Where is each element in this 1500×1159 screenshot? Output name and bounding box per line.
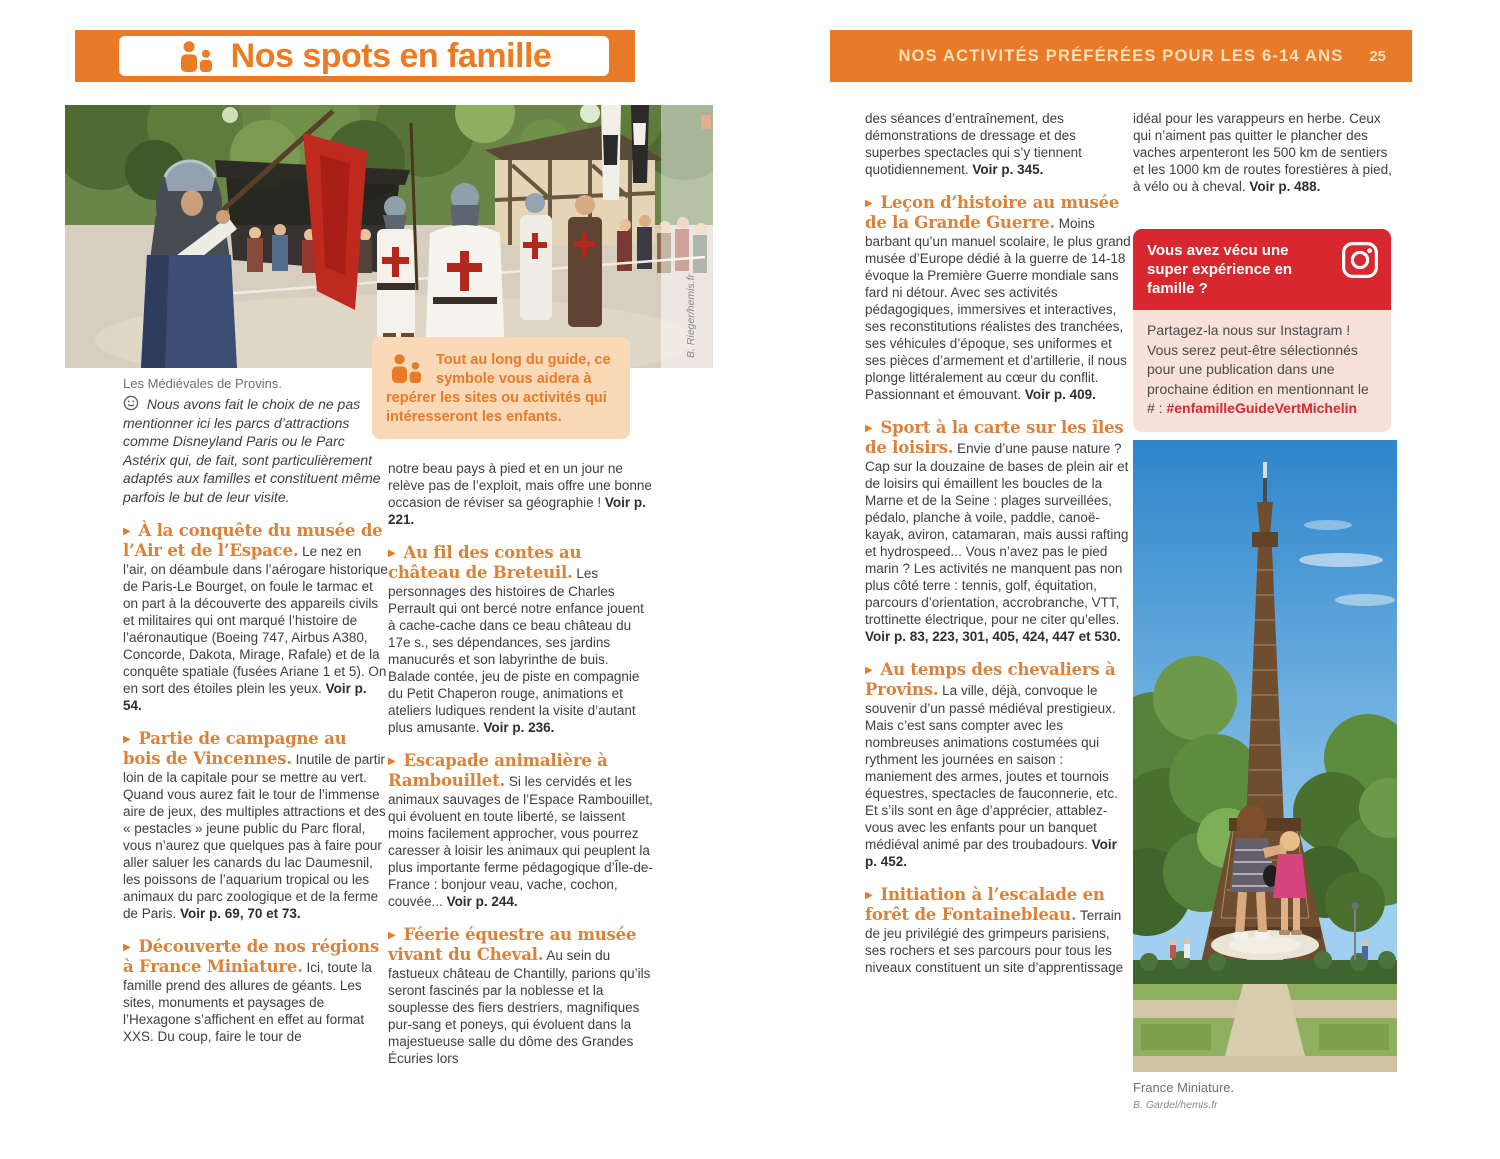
page-number: 25 [1369, 47, 1386, 65]
medieval-photo-credit: B. Rieger/hemis.fr [685, 273, 697, 358]
instagram-box-header [1133, 229, 1391, 310]
section-body: Au sein du fastueux château de Chantilly, parions qu’ils seront fascinés par la noblesse et la souplesse des fiers destriers, magnifiques pur-sang et poneys, qui évoluent dans la majestueuse salle du dôme des Grandes Écuries lors [388, 948, 651, 1066]
see-page-ref: Voir p. 69, 70 et 73. [180, 906, 301, 921]
continuation-paragraph [1133, 110, 1401, 195]
bullet-arrow-icon: ▶ [123, 734, 131, 745]
section-rambouillet [388, 751, 654, 910]
left-column-2 [388, 460, 654, 1082]
section-chevaliers-provins [865, 660, 1131, 870]
section-bois-vincennes [123, 729, 389, 922]
see-page-ref: Voir p. 54. [123, 681, 367, 713]
see-page-ref: Voir p. 244. [446, 894, 518, 909]
section-body: Moins barbant qu’un manuel scolaire, le plus grand musée d’Europe dédié à la guerre de 14-18 évoque la Première Guerre mondiale sans fard ni détour. Avec ses activités pédagogiques, immersives et interactives, ses reconstitutions réalistes des tranchées, ses véhicules d’époque, ses uniformes et ses pièces d’armement et d’artillerie, il nous plonge littéralement au cœur du conflit. Passionnant et émouvant. [865, 216, 1131, 402]
left-column-1 [123, 395, 389, 1060]
section-heading: Initiation à l’escalade en forêt de Fontainebleau. [865, 885, 1105, 924]
section-chateau-breteuil [388, 543, 654, 736]
instagram-header-text: Vous avez vécu une super expérience en famille ? [1147, 242, 1293, 297]
continuation-paragraph [865, 110, 1131, 178]
see-page-ref: Voir p. 488. [1249, 179, 1321, 194]
left-page-title: Nos spots en famille [230, 36, 552, 75]
bullet-arrow-icon: ▶ [123, 526, 131, 537]
right-column-1 [865, 110, 1131, 991]
callout-text: Tout au long du guide, ce symbole vous aidera à repérer les sites ou activités qui intéresseront les enfants. [386, 352, 611, 425]
bullet-arrow-icon: ▶ [388, 756, 396, 767]
medieval-festival-illustration [65, 105, 713, 368]
mini-eiffel-tower-illustration [1133, 440, 1397, 1072]
smiley-icon [123, 395, 139, 411]
family-icon [388, 353, 426, 383]
intro-text: Nous avons fait le choix de ne pas mentionner ici les parcs d’attractions comme Disneyland Paris ou le Parc Astérix qui, de fait, sont particulièrement adaptés aux familles et constituent même parfois le but de leur visite. [123, 396, 381, 505]
instagram-box-body [1133, 310, 1391, 432]
section-musee-air-espace [123, 521, 389, 714]
france-miniature-photo [1133, 440, 1397, 1072]
section-france-miniature [123, 937, 389, 1045]
continuation-paragraph [388, 460, 654, 528]
medieval-photo-caption: Les Médiévales de Provins. [123, 376, 282, 391]
guide-symbol-callout [372, 337, 630, 439]
instagram-body-text: Partagez-la nous sur Instagram ! Vous serez peut-être sélectionnés pour une publication dans une prochaine édition en mentionnant le # : [1147, 322, 1369, 416]
section-heading: Féerie équestre au musée vivant du Cheval. [388, 925, 637, 964]
section-escalade-fontainebleau [865, 885, 1131, 976]
right-column-2 [1133, 110, 1401, 1114]
section-musee-cheval [388, 925, 654, 1067]
section-heading: Découverte de nos régions à France Miniature. [123, 937, 380, 976]
medieval-festival-photo [65, 105, 713, 368]
right-page-title: NOS ACTIVITÉS PRÉFÉRÉES POUR LES 6-14 ANS [898, 46, 1344, 65]
see-page-ref: Voir p. 452. [865, 837, 1117, 869]
section-body: Le nez en l’air, on déambule dans l’aérogare historique de Paris-Le Bourget, on foule le tarmac et on part à la découverte des appareils civils et militaires qui ont marqué l’histoire de l’aéronautique (Boeing 747, Airbus A380, Concorde, Dakota, Mirage, Rafale) et de la conquête spatiale (fusées Ariane 1 et 5). On en sort des étoiles plein les yeux. [123, 544, 388, 696]
instagram-callout-box [1133, 229, 1391, 432]
see-page-ref: Voir p. 236. [483, 720, 555, 735]
bullet-arrow-icon: ▶ [865, 665, 873, 676]
family-icon [177, 40, 217, 72]
section-heading: Partie de campagne au bois de Vincennes. [123, 729, 347, 768]
section-body: Les personnages des histoires de Charles Perrault qui ont bercé notre enfance jouent à cache-cache dans ce beau château du 17e s., ses dépendances, ses jardins manucurés et son labyrinthe de buis. Balade contée, jeu de piste en compagnie du Petit Chaperon rouge, animations et ateliers ludiques rendent la visite d’autant plus amusante. [388, 566, 644, 735]
section-heading: Escapade animalière à Rambouillet. [388, 751, 608, 790]
right-page-header-band [830, 30, 1412, 82]
instagram-hashtag: #enfamilleGuideVertMichelin [1166, 400, 1358, 416]
section-musee-grande-guerre [865, 193, 1131, 403]
section-body: Ici, toute la famille prend des allures de géants. Les sites, monuments et paysages de l’Hexagone s’affichent en effet au format XXS. Du coup, faire le tour de [123, 960, 372, 1044]
section-heading: Au fil des contes au château de Breteuil. [388, 543, 582, 582]
bullet-arrow-icon: ▶ [388, 548, 396, 559]
bullet-arrow-icon: ▶ [123, 942, 131, 953]
bullet-arrow-icon: ▶ [865, 198, 873, 209]
see-page-ref: Voir p. 345. [972, 162, 1044, 177]
see-page-ref: Voir p. 409. [1024, 387, 1096, 402]
bullet-arrow-icon: ▶ [865, 890, 873, 901]
section-heading: Au temps des chevaliers à Provins. [865, 660, 1116, 699]
left-page-header-band [75, 30, 635, 82]
continuation-body: des séances d’entraînement, des démonstrations de dressage et des superbes spectacles qui s’y tiennent quotidiennement. [865, 111, 1082, 177]
instagram-icon [1341, 241, 1379, 279]
section-body: Inutile de partir loin de la capitale pour se mettre au vert. Quand vous aurez fait le tour de l’immense aire de jeux, des multiples attractions et des « pestacles » jeune public du Parc floral, vous n’aurez que quelques pas à faire pour aller saluer les canards du lac Daumesnil, les poissons de l’aquarium tropical ou les animaux du parc zoologique et de la ferme de Paris. [123, 752, 386, 921]
bullet-arrow-icon: ▶ [388, 930, 396, 941]
bullet-arrow-icon: ▶ [865, 423, 873, 434]
eiffel-photo-credit: B. Gardel/hemis.fr [1133, 1098, 1218, 1111]
see-page-ref: Voir p. 221. [388, 495, 646, 527]
section-body: Envie d’une pause nature ? Cap sur la douzaine de bases de plein air et de loisirs qui émaillent les boucles de la Marne et de la Seine : plages surveillées, pédalo, planche à voile, paddle, canoë-kayak, aviron, catamaran, mais aussi rafting et hydrospeed... Vous n’avez pas le pied marin ? Les activités ne manquent pas non plus côté terre : tennis, golf, équitation, parcours d’orientation, accrobranche, VTT, trottinette électrique, pour ne citer qu’elles. [865, 441, 1129, 627]
section-iles-de-loisirs [865, 418, 1131, 645]
section-heading: Leçon d’histoire au musée de la Grande Guerre. [865, 193, 1120, 232]
see-page-ref: Voir p. 83, 223, 301, 405, 424, 447 et 530. [865, 629, 1121, 644]
section-heading: À la conquête du musée de l’Air et de l’Espace. [123, 521, 383, 560]
left-page-header-box [119, 36, 609, 76]
section-body: La ville, déjà, convoque le souvenir d’un passé médiéval prestigieux. Mais c’est sans compter avec les nombreuses animations costumées qui rythment les journées en saison : maniement des armes, joutes et tournois équestres, spectacles de fauconnerie, etc. Et s’ils sont en âge d’apprécier, attablez-vous avec les enfants pour un banquet médiéval animé par des troubadours. [865, 683, 1118, 852]
continuation-body: notre beau pays à pied et en un jour ne relève pas de l’exploit, mais offre une bonne occasion de réviser sa géographie ! [388, 461, 652, 510]
eiffel-photo-caption: France Miniature. [1133, 1079, 1235, 1095]
continuation-body: idéal pour les varappeurs en herbe. Ceux qui n’aiment pas quitter le plancher des vaches arpenteront les 500 km de sentiers et les 1000 km de routes forestières à pied, à vélo ou à cheval. [1133, 111, 1392, 194]
intro-paragraph [123, 395, 389, 506]
section-body: Si les cervidés et les animaux sauvages de l’Espace Rambouillet, qui évoluent en toute liberté, se laissent moins facilement approcher, vous pourrez caresser à loisir les animaux qui peuplent la plus importante ferme pédagogique d’Île-de-France : bonjour veau, vache, cochon, couvée... [388, 774, 653, 909]
section-heading: Sport à la carte sur les îles de loisirs. [865, 418, 1124, 457]
section-body: Terrain de jeu privilégié des grimpeurs parisiens, ses rochers et ses parcours pour tous les niveaux constituent un site d’apprentissage [865, 908, 1124, 975]
